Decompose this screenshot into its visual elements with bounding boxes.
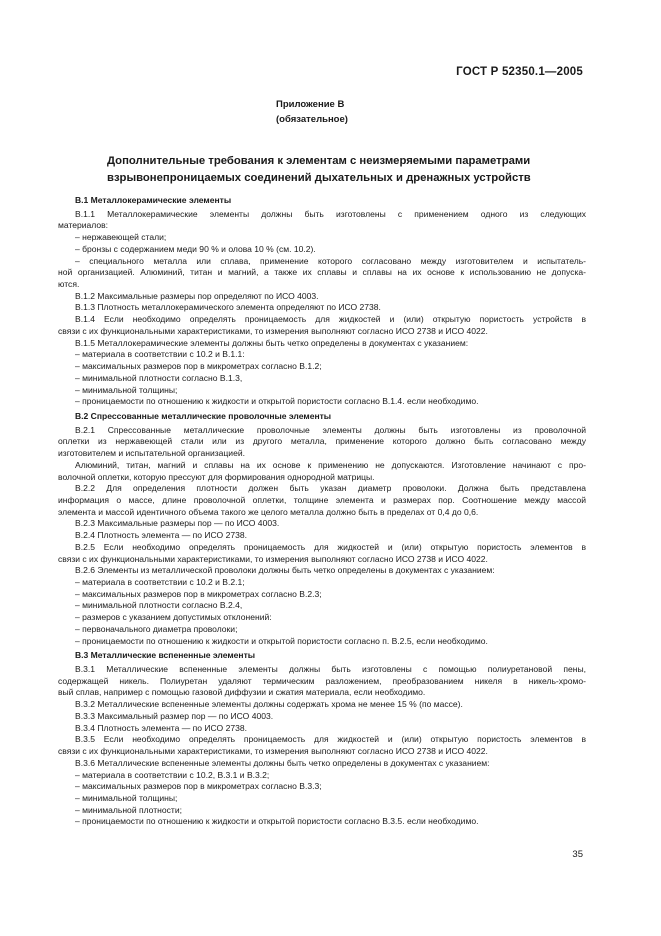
paragraph-line: – максимальных размеров пор в микрометрах согласно В.1.2; — [75, 361, 322, 372]
paragraph-line: В.3.1 Металлические вспененные элементы должны быть изготовлены с помощью полиуретановой пены, — [75, 664, 586, 675]
paragraph-line: – максимальных размеров пор в микрометрах согласно В.3.3; — [75, 781, 322, 792]
paragraph-line: – первоначального диаметра проволоки; — [75, 623, 238, 634]
paragraph-line: – размеров с указанием допустимых отклонений: — [75, 612, 272, 623]
paragraph-line: – материала в соответствии с 10.2 и В.1.1: — [75, 349, 245, 360]
paragraph-line: оплетки из нержавеющей стали или из другого металла, применение которого должно быть согласовано между — [58, 436, 586, 447]
paragraph-line: В.1.5 Металлокерамические элементы должны быть четко определены в документах с указанием: — [75, 337, 469, 348]
paragraph-line: – минимальной плотности; — [75, 804, 182, 815]
paragraph-line: информация о массе, длине проволочной оплетки, толщине элемента и размерах пор. Соотношение между массой — [58, 494, 586, 505]
appendix-header — [276, 97, 348, 127]
paragraph-line: В.3.2 Металлические вспененные элементы должны содержать хрома не менее 15 % (по массе). — [75, 699, 463, 710]
paragraph-line: – специального металла или сплава, применение которого согласовано между изготовителем и испытатель- — [75, 255, 586, 266]
paragraph-line: – нержавеющей стали; — [75, 232, 167, 243]
paragraph-line: элемента и массой идентичного объема такого же целого металла должно быть в пределах от 0,4 до 0,6. — [58, 506, 479, 517]
page-number: 35 — [572, 849, 583, 860]
paragraph-line: – материала в соответствии с 10.2 и В.2.1; — [75, 577, 245, 587]
section-heading: В.1 Металлокерамические элементы — [75, 195, 232, 205]
appendix-title: Приложение В — [276, 99, 345, 110]
appendix-status: (обязательное) — [276, 114, 348, 125]
paragraph-line: – материала в соответствии с 10.2, В.3.1 и В.3.2; — [75, 769, 270, 780]
paragraph-line: В.1.4 Если необходимо определять проницаемость для жидкостей и (или) открытую пористость устройств в — [75, 314, 586, 325]
paragraph-line: – минимальной плотности согласно В.1.3, — [75, 372, 243, 383]
paragraph-line: – проницаемости по отношению к жидкости и открытой пористости согласно В.1.4. если необходимо. — [75, 396, 479, 407]
paragraph-line: В.1.2 Максимальные размеры пор определяют по ИСО 4003. — [75, 290, 319, 301]
document-title — [107, 153, 531, 187]
paragraph-line: В.1.1 Металлокерамические элементы должны быть изготовлены с применением одного из следующих — [75, 208, 586, 219]
standard-number: ГОСТ Р 52350.1—2005 — [456, 66, 583, 78]
section-heading: В.3 Металлические вспененные элементы — [75, 650, 256, 661]
paragraph-line: В.2.6 Элементы из металлической проволоки должны быть четко определены в документах с указанием: — [75, 565, 495, 576]
paragraph-line: Алюминий, титан, магний и сплавы на их основе к применению не допускаются. Изготовление начинают с про- — [75, 459, 586, 470]
paragraph-line: связи с их функциональными характеристиками, то измерения выполняют согласно ИСО 2738 и ИСО 4022. — [58, 746, 488, 757]
paragraph-line: вый сплав, например с помощью газовой диффузии и сжатия материала, если необходимо. — [58, 687, 426, 698]
paragraph-line: связи с их функциональными характеристиками, то измерения выполняют согласно ИСО 2738 и ИСО 4022. — [58, 325, 488, 336]
paragraph-line: В.1.3 Плотность металлокерамического элемента определяют по ИСО 2738. — [75, 302, 381, 313]
paragraph-line: материалов: — [58, 220, 109, 231]
document-body — [58, 195, 586, 828]
paragraph-line: – минимальной плотности согласно В.2.4, — [75, 600, 243, 611]
paragraph-line: – минимальной толщины; — [75, 384, 178, 395]
paragraph-line: связи с их функциональными характеристиками, то измерения выполняют согласно ИСО 2738 и ИСО 4022. — [58, 553, 488, 564]
paragraph-line: – бронзы с содержанием меди 90 % и олова 10 % (см. 10.2). — [75, 243, 316, 254]
document-title-line: Дополнительные требования к элементам с неизмеряемыми параметрами — [107, 155, 531, 167]
paragraph-line: ной организацией. Алюминий, титан и магний, а также их сплавы и сплавы на их основе к использованию не допуска- — [58, 267, 586, 278]
paragraph-line: – проницаемости по отношению к жидкости и открытой пористости согласно п. В.2.5, если необходимо. — [75, 635, 488, 646]
paragraph-line: В.3.4 Плотность элемента — по ИСО 2738. — [75, 722, 247, 733]
paragraph-line: – максимальных размеров пор в микрометрах согласно В.2.3; — [75, 588, 322, 599]
paragraph-line: ются. — [58, 279, 80, 290]
paragraph-line: В.2.2 Для определения плотности должен быть указан диаметр проволоки. Должна быть представлена — [75, 483, 586, 494]
paragraph-line: В.2.3 Максимальные размеры пор — по ИСО 4003. — [75, 518, 280, 529]
paragraph-line: – минимальной толщины; — [75, 792, 178, 803]
section-heading: В.2 Спрессованные металлические проволочные элементы — [75, 410, 332, 421]
paragraph-line: В.3.3 Максимальный размер пор — по ИСО 4003. — [75, 710, 274, 721]
paragraph-line: В.3.6 Металлические вспененные элементы должны быть четко определены в документах с указанием: — [75, 757, 490, 768]
paragraph-line: изготовителем и испытательной организацией. — [58, 448, 245, 459]
paragraph-line: волочной оплетки, которую прессуют для формирования однородной матрицы. — [58, 471, 375, 482]
paragraph-line: В.2.1 Спрессованные металлические проволочные элементы должны быть изготовлены из проволочной — [75, 424, 586, 435]
document-title-line: взрывонепроницаемых соединений дыхательных и дренажных устройств — [107, 172, 531, 184]
paragraph-line: – проницаемости по отношению к жидкости и открытой пористости согласно В.3.5. если необходимо. — [75, 816, 479, 827]
paragraph-line: В.3.5 Если необходимо определять проницаемость для жидкостей и (или) открытую пористость элементов в — [75, 734, 586, 745]
paragraph-line: содержащей никель. Полиуретан удаляют термическим разложением, преобразованием никеля в никель-хромо- — [58, 675, 586, 686]
paragraph-line: В.2.5 Если необходимо определять проницаемость для жидкостей и (или) открытую пористость элементов в — [75, 541, 586, 552]
paragraph-line: В.2.4 Плотность элемента — по ИСО 2738. — [75, 530, 247, 541]
